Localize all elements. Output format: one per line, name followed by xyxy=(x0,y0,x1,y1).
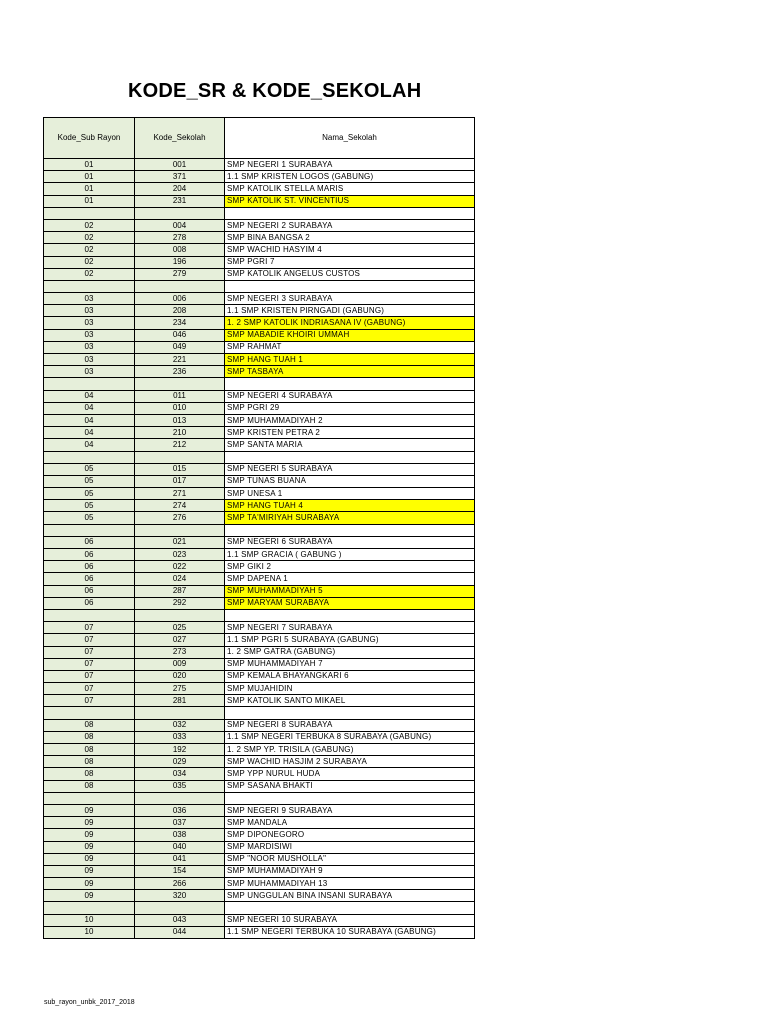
cell-kode-sub-rayon: 04 xyxy=(44,402,135,414)
cell-nama-sekolah: SMP RAHMAT xyxy=(225,341,475,353)
cell-kode-sub-rayon xyxy=(44,792,135,804)
cell-nama-sekolah: SMP SASANA BHAKTI xyxy=(225,780,475,792)
cell-kode-sekolah: 292 xyxy=(135,597,225,609)
cell-nama-sekolah: SMP MUHAMMADIYAH 9 xyxy=(225,865,475,877)
table-body xyxy=(44,159,475,939)
cell-nama-sekolah: SMP WACHID HASYIM 4 xyxy=(225,244,475,256)
cell-nama-sekolah: SMP UNGGULAN BINA INSANI SURABAYA xyxy=(225,890,475,902)
table-row xyxy=(44,329,475,341)
cell-nama-sekolah: SMP DAPENA 1 xyxy=(225,573,475,585)
cell-kode-sub-rayon: 02 xyxy=(44,268,135,280)
cell-kode-sub-rayon: 08 xyxy=(44,768,135,780)
table-row xyxy=(44,463,475,475)
cell-nama-sekolah: SMP "NOOR MUSHOLLA" xyxy=(225,853,475,865)
cell-kode-sekolah: 033 xyxy=(135,731,225,743)
cell-kode-sub-rayon xyxy=(44,902,135,914)
table-row xyxy=(44,305,475,317)
cell-kode-sekolah: 029 xyxy=(135,756,225,768)
cell-kode-sub-rayon: 09 xyxy=(44,829,135,841)
cell-nama-sekolah: SMP KATOLIK STELLA MARIS xyxy=(225,183,475,195)
cell-nama-sekolah: 1.1 SMP NEGERI TERBUKA 10 SURABAYA (GABUNG) xyxy=(225,926,475,938)
table-spacer-row xyxy=(44,792,475,804)
cell-nama-sekolah: SMP PGRI 7 xyxy=(225,256,475,268)
cell-kode-sekolah: 234 xyxy=(135,317,225,329)
table-row xyxy=(44,256,475,268)
cell-kode-sub-rayon: 05 xyxy=(44,488,135,500)
cell-nama-sekolah: SMP PGRI 29 xyxy=(225,402,475,414)
table-row xyxy=(44,561,475,573)
cell-nama-sekolah xyxy=(225,707,475,719)
cell-nama-sekolah: SMP NEGERI 7 SURABAYA xyxy=(225,622,475,634)
cell-nama-sekolah: SMP HANG TUAH 1 xyxy=(225,354,475,366)
cell-nama-sekolah: 1.1 SMP KRISTEN LOGOS (GABUNG) xyxy=(225,171,475,183)
cell-nama-sekolah: 1. 2 SMP GATRA (GABUNG) xyxy=(225,646,475,658)
cell-kode-sub-rayon: 05 xyxy=(44,512,135,524)
cell-nama-sekolah: SMP NEGERI 2 SURABAYA xyxy=(225,219,475,231)
cell-nama-sekolah: SMP NEGERI 6 SURABAYA xyxy=(225,536,475,548)
cell-kode-sekolah: 320 xyxy=(135,890,225,902)
cell-nama-sekolah: SMP KATOLIK ANGELUS CUSTOS xyxy=(225,268,475,280)
table-row xyxy=(44,914,475,926)
table-row xyxy=(44,341,475,353)
cell-nama-sekolah xyxy=(225,792,475,804)
cell-kode-sub-rayon xyxy=(44,707,135,719)
cell-kode-sub-rayon: 08 xyxy=(44,780,135,792)
table-row xyxy=(44,804,475,816)
table-row xyxy=(44,366,475,378)
table-row xyxy=(44,865,475,877)
cell-kode-sub-rayon: 01 xyxy=(44,195,135,207)
table-row xyxy=(44,195,475,207)
cell-kode-sekolah: 027 xyxy=(135,634,225,646)
cell-nama-sekolah: SMP MUHAMMADIYAH 13 xyxy=(225,878,475,890)
cell-kode-sub-rayon: 09 xyxy=(44,841,135,853)
cell-nama-sekolah: SMP UNESA 1 xyxy=(225,488,475,500)
cell-kode-sekolah: 024 xyxy=(135,573,225,585)
table-row xyxy=(44,390,475,402)
page-title: KODE_SR & KODE_SEKOLAH xyxy=(128,80,422,102)
cell-kode-sekolah xyxy=(135,280,225,292)
table-row xyxy=(44,658,475,670)
cell-kode-sekolah xyxy=(135,902,225,914)
cell-kode-sekolah: 281 xyxy=(135,695,225,707)
cell-kode-sub-rayon: 08 xyxy=(44,756,135,768)
table-row xyxy=(44,695,475,707)
cell-kode-sub-rayon: 03 xyxy=(44,329,135,341)
cell-kode-sub-rayon: 07 xyxy=(44,622,135,634)
cell-kode-sekolah: 046 xyxy=(135,329,225,341)
cell-kode-sekolah: 041 xyxy=(135,853,225,865)
cell-kode-sekolah: 287 xyxy=(135,585,225,597)
cell-kode-sekolah: 040 xyxy=(135,841,225,853)
cell-kode-sub-rayon: 01 xyxy=(44,183,135,195)
cell-kode-sekolah xyxy=(135,707,225,719)
cell-kode-sekolah: 154 xyxy=(135,865,225,877)
table-row xyxy=(44,622,475,634)
table-row xyxy=(44,549,475,561)
table-row xyxy=(44,439,475,451)
cell-kode-sekolah: 273 xyxy=(135,646,225,658)
cell-kode-sekolah: 004 xyxy=(135,219,225,231)
table-row xyxy=(44,634,475,646)
cell-kode-sekolah xyxy=(135,451,225,463)
cell-nama-sekolah xyxy=(225,207,475,219)
cell-kode-sub-rayon: 01 xyxy=(44,171,135,183)
cell-kode-sub-rayon: 04 xyxy=(44,414,135,426)
cell-kode-sub-rayon xyxy=(44,378,135,390)
cell-kode-sub-rayon: 06 xyxy=(44,585,135,597)
cell-kode-sekolah: 032 xyxy=(135,719,225,731)
cell-nama-sekolah: SMP SANTA MARIA xyxy=(225,439,475,451)
cell-nama-sekolah xyxy=(225,524,475,536)
table-row xyxy=(44,475,475,487)
header-nama-sekolah: Nama_Sekolah xyxy=(225,118,475,159)
cell-nama-sekolah: SMP NEGERI 3 SURABAYA xyxy=(225,293,475,305)
cell-nama-sekolah: SMP MARYAM SURABAYA xyxy=(225,597,475,609)
table-row xyxy=(44,853,475,865)
cell-nama-sekolah: SMP KEMALA BHAYANGKARI 6 xyxy=(225,670,475,682)
cell-nama-sekolah: SMP NEGERI 5 SURABAYA xyxy=(225,463,475,475)
cell-kode-sekolah: 010 xyxy=(135,402,225,414)
table-row xyxy=(44,585,475,597)
cell-nama-sekolah: 1.1 SMP PGRI 5 SURABAYA (GABUNG) xyxy=(225,634,475,646)
table-row xyxy=(44,731,475,743)
table-row xyxy=(44,573,475,585)
cell-kode-sub-rayon xyxy=(44,524,135,536)
table-row xyxy=(44,829,475,841)
cell-kode-sub-rayon: 09 xyxy=(44,865,135,877)
cell-kode-sub-rayon: 09 xyxy=(44,890,135,902)
cell-kode-sekolah: 025 xyxy=(135,622,225,634)
cell-nama-sekolah xyxy=(225,902,475,914)
cell-nama-sekolah: SMP NEGERI 1 SURABAYA xyxy=(225,159,475,171)
cell-nama-sekolah: SMP WACHID HASJIM 2 SURABAYA xyxy=(225,756,475,768)
cell-kode-sub-rayon: 08 xyxy=(44,731,135,743)
cell-nama-sekolah: SMP DIPONEGORO xyxy=(225,829,475,841)
cell-kode-sub-rayon: 03 xyxy=(44,354,135,366)
cell-kode-sekolah: 231 xyxy=(135,195,225,207)
cell-nama-sekolah: SMP TA'MIRIYAH SURABAYA xyxy=(225,512,475,524)
cell-kode-sekolah xyxy=(135,609,225,621)
cell-kode-sekolah: 221 xyxy=(135,354,225,366)
cell-kode-sekolah: 208 xyxy=(135,305,225,317)
footer-label: sub_rayon_unbk_2017_2018 xyxy=(44,999,135,1006)
cell-nama-sekolah: SMP MANDALA xyxy=(225,817,475,829)
table-row xyxy=(44,219,475,231)
cell-kode-sekolah: 236 xyxy=(135,366,225,378)
table-spacer-row xyxy=(44,902,475,914)
cell-nama-sekolah xyxy=(225,280,475,292)
cell-kode-sub-rayon: 10 xyxy=(44,926,135,938)
cell-kode-sub-rayon: 05 xyxy=(44,475,135,487)
cell-kode-sub-rayon: 09 xyxy=(44,878,135,890)
cell-nama-sekolah: SMP BINA BANGSA 2 xyxy=(225,232,475,244)
cell-kode-sekolah: 023 xyxy=(135,549,225,561)
cell-kode-sekolah: 006 xyxy=(135,293,225,305)
cell-nama-sekolah: SMP GIKI 2 xyxy=(225,561,475,573)
table-row xyxy=(44,427,475,439)
cell-kode-sub-rayon: 07 xyxy=(44,670,135,682)
cell-nama-sekolah: SMP TUNAS BUANA xyxy=(225,475,475,487)
cell-nama-sekolah: 1. 2 SMP KATOLIK INDRIASANA IV (GABUNG) xyxy=(225,317,475,329)
cell-kode-sub-rayon: 01 xyxy=(44,159,135,171)
table-row xyxy=(44,414,475,426)
header-kode-sekolah: Kode_Sekolah xyxy=(135,118,225,159)
table-row xyxy=(44,183,475,195)
cell-kode-sekolah: 020 xyxy=(135,670,225,682)
cell-kode-sub-rayon: 06 xyxy=(44,597,135,609)
cell-kode-sub-rayon: 08 xyxy=(44,744,135,756)
cell-kode-sekolah: 001 xyxy=(135,159,225,171)
cell-kode-sub-rayon: 02 xyxy=(44,232,135,244)
cell-kode-sekolah: 204 xyxy=(135,183,225,195)
cell-kode-sub-rayon: 09 xyxy=(44,804,135,816)
table-row xyxy=(44,402,475,414)
cell-kode-sekolah: 017 xyxy=(135,475,225,487)
cell-kode-sekolah: 015 xyxy=(135,463,225,475)
table-spacer-row xyxy=(44,609,475,621)
cell-nama-sekolah xyxy=(225,378,475,390)
cell-kode-sub-rayon: 07 xyxy=(44,683,135,695)
header-kode-sub-rayon: Kode_Sub Rayon xyxy=(44,118,135,159)
cell-kode-sekolah: 043 xyxy=(135,914,225,926)
cell-kode-sub-rayon: 05 xyxy=(44,500,135,512)
table-spacer-row xyxy=(44,524,475,536)
cell-kode-sekolah: 035 xyxy=(135,780,225,792)
table-row xyxy=(44,354,475,366)
cell-kode-sekolah: 038 xyxy=(135,829,225,841)
cell-kode-sekolah: 212 xyxy=(135,439,225,451)
table-row xyxy=(44,232,475,244)
cell-kode-sub-rayon: 03 xyxy=(44,341,135,353)
table-header-row xyxy=(44,118,475,159)
cell-kode-sekolah: 279 xyxy=(135,268,225,280)
cell-nama-sekolah: SMP MUHAMMADIYAH 5 xyxy=(225,585,475,597)
cell-kode-sub-rayon: 03 xyxy=(44,366,135,378)
cell-kode-sekolah: 266 xyxy=(135,878,225,890)
table-row xyxy=(44,744,475,756)
table-row xyxy=(44,756,475,768)
cell-kode-sub-rayon: 03 xyxy=(44,293,135,305)
cell-kode-sekolah: 034 xyxy=(135,768,225,780)
cell-nama-sekolah: SMP HANG TUAH 4 xyxy=(225,500,475,512)
cell-nama-sekolah: 1.1 SMP NEGERI TERBUKA 8 SURABAYA (GABUNG) xyxy=(225,731,475,743)
cell-kode-sekolah: 275 xyxy=(135,683,225,695)
cell-kode-sub-rayon: 03 xyxy=(44,317,135,329)
cell-kode-sekolah xyxy=(135,792,225,804)
table-row xyxy=(44,597,475,609)
cell-kode-sekolah xyxy=(135,378,225,390)
table-row xyxy=(44,512,475,524)
table-row xyxy=(44,878,475,890)
cell-kode-sub-rayon: 04 xyxy=(44,439,135,451)
cell-kode-sekolah: 008 xyxy=(135,244,225,256)
cell-kode-sub-rayon: 08 xyxy=(44,719,135,731)
cell-kode-sub-rayon xyxy=(44,207,135,219)
cell-kode-sekolah: 011 xyxy=(135,390,225,402)
cell-kode-sub-rayon: 07 xyxy=(44,646,135,658)
cell-kode-sub-rayon: 06 xyxy=(44,549,135,561)
cell-nama-sekolah: SMP YPP NURUL HUDA xyxy=(225,768,475,780)
cell-nama-sekolah: SMP TASBAYA xyxy=(225,366,475,378)
table-spacer-row xyxy=(44,451,475,463)
cell-kode-sub-rayon: 06 xyxy=(44,536,135,548)
table-row xyxy=(44,159,475,171)
cell-kode-sub-rayon: 07 xyxy=(44,634,135,646)
cell-kode-sekolah: 276 xyxy=(135,512,225,524)
cell-nama-sekolah: SMP NEGERI 4 SURABAYA xyxy=(225,390,475,402)
cell-nama-sekolah: SMP MUJAHIDIN xyxy=(225,683,475,695)
table-row xyxy=(44,317,475,329)
cell-kode-sub-rayon: 06 xyxy=(44,573,135,585)
cell-nama-sekolah: SMP NEGERI 9 SURABAYA xyxy=(225,804,475,816)
cell-kode-sekolah: 210 xyxy=(135,427,225,439)
cell-kode-sub-rayon xyxy=(44,609,135,621)
table-row xyxy=(44,780,475,792)
cell-nama-sekolah: SMP NEGERI 8 SURABAYA xyxy=(225,719,475,731)
cell-kode-sekolah: 049 xyxy=(135,341,225,353)
cell-kode-sekolah: 044 xyxy=(135,926,225,938)
cell-kode-sekolah: 022 xyxy=(135,561,225,573)
cell-nama-sekolah: SMP MARDISIWI xyxy=(225,841,475,853)
cell-nama-sekolah: SMP KRISTEN PETRA 2 xyxy=(225,427,475,439)
table-spacer-row xyxy=(44,207,475,219)
cell-kode-sub-rayon: 06 xyxy=(44,561,135,573)
cell-kode-sekolah: 192 xyxy=(135,744,225,756)
cell-kode-sub-rayon xyxy=(44,280,135,292)
cell-nama-sekolah xyxy=(225,451,475,463)
cell-kode-sub-rayon: 05 xyxy=(44,463,135,475)
table-row xyxy=(44,768,475,780)
table-row xyxy=(44,293,475,305)
table-row xyxy=(44,646,475,658)
cell-nama-sekolah: 1. 2 SMP YP. TRISILA (GABUNG) xyxy=(225,744,475,756)
cell-kode-sekolah: 021 xyxy=(135,536,225,548)
cell-nama-sekolah: SMP MUHAMMADIYAH 2 xyxy=(225,414,475,426)
cell-kode-sub-rayon: 02 xyxy=(44,219,135,231)
cell-kode-sub-rayon: 10 xyxy=(44,914,135,926)
table-row xyxy=(44,244,475,256)
table-row xyxy=(44,536,475,548)
cell-kode-sekolah: 371 xyxy=(135,171,225,183)
cell-nama-sekolah: 1.1 SMP KRISTEN PIRNGADI (GABUNG) xyxy=(225,305,475,317)
cell-kode-sub-rayon: 04 xyxy=(44,390,135,402)
table-row xyxy=(44,268,475,280)
cell-nama-sekolah xyxy=(225,609,475,621)
table-row xyxy=(44,500,475,512)
table-row xyxy=(44,488,475,500)
cell-kode-sekolah: 278 xyxy=(135,232,225,244)
cell-kode-sub-rayon: 02 xyxy=(44,244,135,256)
cell-kode-sekolah xyxy=(135,207,225,219)
table-row xyxy=(44,841,475,853)
cell-nama-sekolah: SMP MABADIE KHOIRI UMMAH xyxy=(225,329,475,341)
table-spacer-row xyxy=(44,280,475,292)
cell-kode-sub-rayon: 03 xyxy=(44,305,135,317)
cell-kode-sekolah: 036 xyxy=(135,804,225,816)
table-row xyxy=(44,890,475,902)
cell-kode-sekolah: 037 xyxy=(135,817,225,829)
cell-kode-sekolah: 013 xyxy=(135,414,225,426)
table-row xyxy=(44,817,475,829)
cell-kode-sub-rayon: 07 xyxy=(44,695,135,707)
cell-kode-sub-rayon: 04 xyxy=(44,427,135,439)
cell-kode-sub-rayon: 09 xyxy=(44,817,135,829)
cell-kode-sekolah: 271 xyxy=(135,488,225,500)
cell-kode-sekolah xyxy=(135,524,225,536)
cell-nama-sekolah: SMP KATOLIK ST. VINCENTIUS xyxy=(225,195,475,207)
table-row xyxy=(44,926,475,938)
cell-nama-sekolah: SMP MUHAMMADIYAH 7 xyxy=(225,658,475,670)
cell-kode-sub-rayon: 07 xyxy=(44,658,135,670)
cell-kode-sekolah: 274 xyxy=(135,500,225,512)
cell-nama-sekolah: SMP KATOLIK SANTO MIKAEL xyxy=(225,695,475,707)
cell-kode-sekolah: 009 xyxy=(135,658,225,670)
table-row xyxy=(44,683,475,695)
table-spacer-row xyxy=(44,378,475,390)
cell-nama-sekolah: 1.1 SMP GRACIA ( GABUNG ) xyxy=(225,549,475,561)
cell-kode-sub-rayon xyxy=(44,451,135,463)
cell-nama-sekolah: SMP NEGERI 10 SURABAYA xyxy=(225,914,475,926)
table-spacer-row xyxy=(44,707,475,719)
cell-kode-sub-rayon: 02 xyxy=(44,256,135,268)
cell-kode-sekolah: 196 xyxy=(135,256,225,268)
table-row xyxy=(44,670,475,682)
cell-kode-sub-rayon: 09 xyxy=(44,853,135,865)
table-row xyxy=(44,719,475,731)
table-row xyxy=(44,171,475,183)
school-code-table xyxy=(43,117,475,939)
